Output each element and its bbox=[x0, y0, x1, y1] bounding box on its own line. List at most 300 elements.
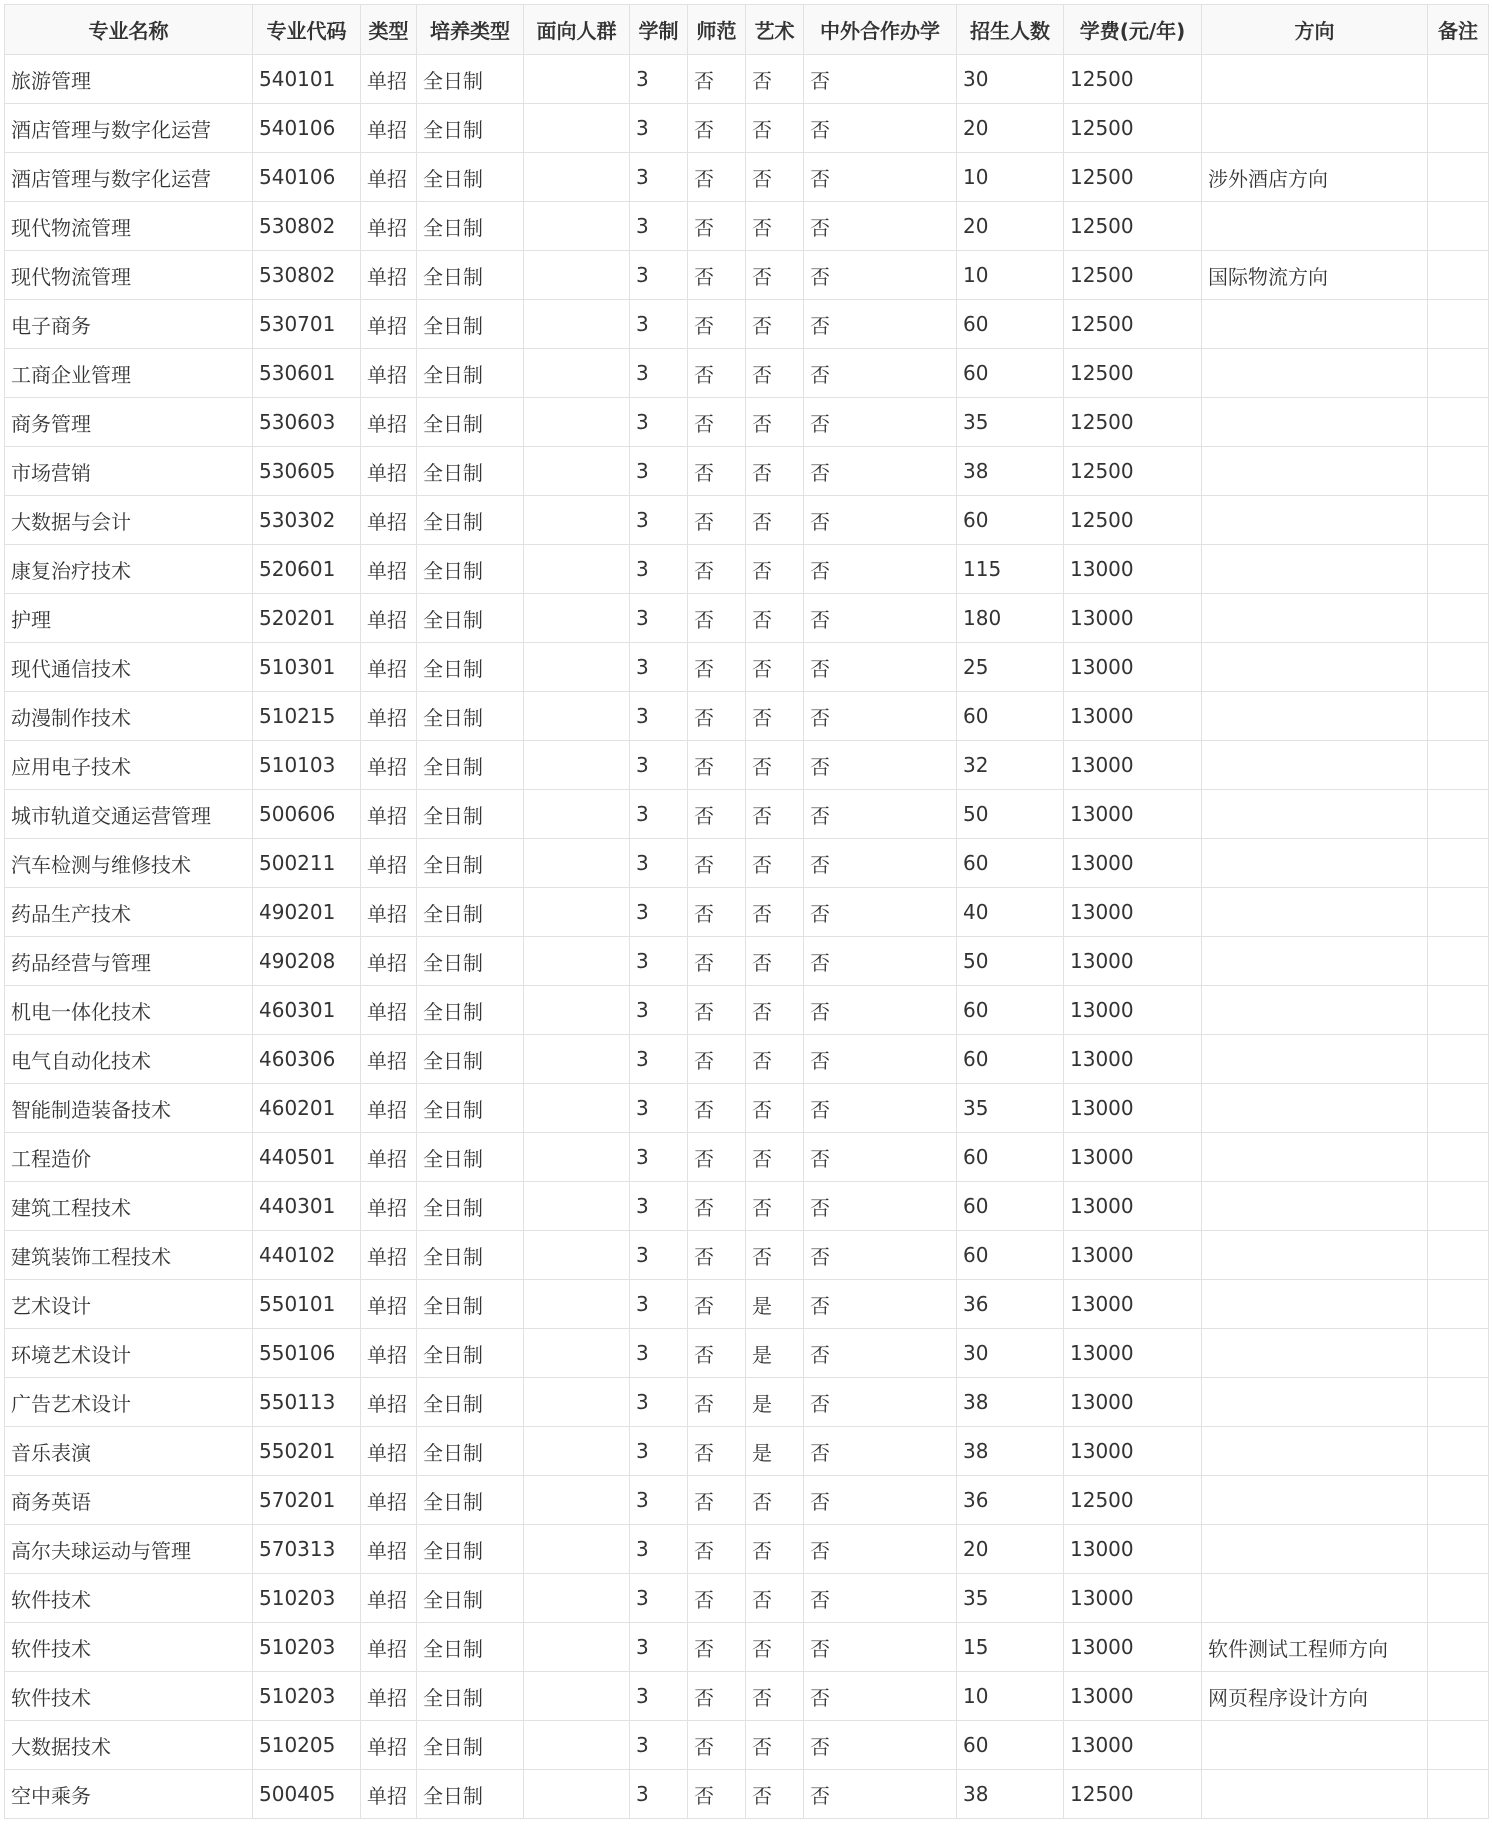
col-duration-cell: 3 bbox=[630, 741, 688, 790]
col-normal-cell: 否 bbox=[688, 1672, 746, 1721]
col-major-name-cell: 软件技术 bbox=[5, 1623, 253, 1672]
col-tuition-cell: 12500 bbox=[1064, 153, 1202, 202]
col-joint-program-cell: 否 bbox=[804, 1035, 957, 1084]
col-joint-program-cell: 否 bbox=[804, 1084, 957, 1133]
col-normal-cell: 否 bbox=[688, 300, 746, 349]
col-joint-program-cell: 否 bbox=[804, 1427, 957, 1476]
col-normal-cell: 否 bbox=[688, 496, 746, 545]
col-study-mode-cell: 全日制 bbox=[417, 104, 524, 153]
col-joint-program-header: 中外合作办学 bbox=[804, 5, 957, 55]
col-direction-cell bbox=[1202, 1329, 1428, 1378]
col-enrollment-cell: 35 bbox=[957, 398, 1064, 447]
col-normal-cell: 否 bbox=[688, 1770, 746, 1819]
col-tuition-cell: 13000 bbox=[1064, 545, 1202, 594]
col-major-code-cell: 530802 bbox=[253, 251, 361, 300]
col-art-cell: 否 bbox=[746, 790, 804, 839]
col-joint-program-cell: 否 bbox=[804, 594, 957, 643]
col-remarks-cell bbox=[1428, 790, 1489, 839]
col-duration-cell: 3 bbox=[630, 1525, 688, 1574]
col-enrollment-cell: 60 bbox=[957, 1721, 1064, 1770]
col-art-cell: 否 bbox=[746, 1084, 804, 1133]
col-normal-cell: 否 bbox=[688, 594, 746, 643]
col-remarks-cell bbox=[1428, 1329, 1489, 1378]
col-study-mode-cell: 全日制 bbox=[417, 1329, 524, 1378]
col-duration-cell: 3 bbox=[630, 545, 688, 594]
col-duration-cell: 3 bbox=[630, 1133, 688, 1182]
col-major-name-cell: 工商企业管理 bbox=[5, 349, 253, 398]
col-type-cell: 单招 bbox=[361, 251, 417, 300]
col-joint-program-cell: 否 bbox=[804, 986, 957, 1035]
col-remarks-cell bbox=[1428, 1476, 1489, 1525]
col-art-cell: 否 bbox=[746, 1231, 804, 1280]
col-target-group-cell bbox=[524, 300, 630, 349]
col-duration-cell: 3 bbox=[630, 1182, 688, 1231]
col-duration-cell: 3 bbox=[630, 300, 688, 349]
table-row bbox=[5, 349, 1489, 398]
col-normal-cell: 否 bbox=[688, 1280, 746, 1329]
col-type-cell: 单招 bbox=[361, 545, 417, 594]
col-remarks-cell bbox=[1428, 1182, 1489, 1231]
col-enrollment-cell: 40 bbox=[957, 888, 1064, 937]
col-normal-cell: 否 bbox=[688, 1476, 746, 1525]
col-major-code-cell: 510203 bbox=[253, 1623, 361, 1672]
col-type-cell: 单招 bbox=[361, 55, 417, 104]
col-remarks-cell bbox=[1428, 1084, 1489, 1133]
col-study-mode-cell: 全日制 bbox=[417, 1476, 524, 1525]
col-major-name-cell: 酒店管理与数字化运营 bbox=[5, 153, 253, 202]
col-target-group-cell bbox=[524, 398, 630, 447]
col-major-name-cell: 高尔夫球运动与管理 bbox=[5, 1525, 253, 1574]
table-row bbox=[5, 643, 1489, 692]
col-major-name-cell: 音乐表演 bbox=[5, 1427, 253, 1476]
col-joint-program-cell: 否 bbox=[804, 1231, 957, 1280]
col-type-cell: 单招 bbox=[361, 1231, 417, 1280]
col-major-name-cell: 建筑工程技术 bbox=[5, 1182, 253, 1231]
table-row bbox=[5, 251, 1489, 300]
col-major-name-cell: 商务管理 bbox=[5, 398, 253, 447]
col-tuition-cell: 13000 bbox=[1064, 1231, 1202, 1280]
col-type-cell: 单招 bbox=[361, 398, 417, 447]
col-major-code-cell: 510203 bbox=[253, 1574, 361, 1623]
col-major-name-cell: 康复治疗技术 bbox=[5, 545, 253, 594]
col-tuition-cell: 13000 bbox=[1064, 1182, 1202, 1231]
col-type-cell: 单招 bbox=[361, 1770, 417, 1819]
col-joint-program-cell: 否 bbox=[804, 104, 957, 153]
col-study-mode-cell: 全日制 bbox=[417, 1280, 524, 1329]
col-type-cell: 单招 bbox=[361, 1182, 417, 1231]
table-row bbox=[5, 1476, 1489, 1525]
col-target-group-cell bbox=[524, 1378, 630, 1427]
col-type-cell: 单招 bbox=[361, 1280, 417, 1329]
col-art-cell: 否 bbox=[746, 1035, 804, 1084]
col-enrollment-cell: 60 bbox=[957, 349, 1064, 398]
col-type-cell: 单招 bbox=[361, 594, 417, 643]
col-type-cell: 单招 bbox=[361, 1035, 417, 1084]
col-art-cell: 否 bbox=[746, 1525, 804, 1574]
col-target-group-cell bbox=[524, 1525, 630, 1574]
col-major-code-cell: 490201 bbox=[253, 888, 361, 937]
col-enrollment-cell: 15 bbox=[957, 1623, 1064, 1672]
col-art-cell: 否 bbox=[746, 496, 804, 545]
table-row bbox=[5, 1427, 1489, 1476]
table-row bbox=[5, 1623, 1489, 1672]
col-study-mode-cell: 全日制 bbox=[417, 55, 524, 104]
col-target-group-cell bbox=[524, 496, 630, 545]
col-art-cell: 否 bbox=[746, 888, 804, 937]
col-major-code-cell: 550201 bbox=[253, 1427, 361, 1476]
col-direction-cell bbox=[1202, 349, 1428, 398]
col-remarks-cell bbox=[1428, 153, 1489, 202]
col-study-mode-cell: 全日制 bbox=[417, 741, 524, 790]
col-remarks-cell bbox=[1428, 349, 1489, 398]
col-type-cell: 单招 bbox=[361, 1672, 417, 1721]
col-major-code-cell: 550101 bbox=[253, 1280, 361, 1329]
col-normal-cell: 否 bbox=[688, 1623, 746, 1672]
col-tuition-cell: 12500 bbox=[1064, 349, 1202, 398]
col-enrollment-cell: 38 bbox=[957, 447, 1064, 496]
col-art-cell: 是 bbox=[746, 1427, 804, 1476]
col-art-cell: 否 bbox=[746, 545, 804, 594]
col-enrollment-cell: 35 bbox=[957, 1574, 1064, 1623]
col-normal-cell: 否 bbox=[688, 937, 746, 986]
col-major-code-cell: 460306 bbox=[253, 1035, 361, 1084]
col-remarks-cell bbox=[1428, 1427, 1489, 1476]
col-joint-program-cell: 否 bbox=[804, 1672, 957, 1721]
col-tuition-cell: 12500 bbox=[1064, 202, 1202, 251]
col-duration-cell: 3 bbox=[630, 349, 688, 398]
col-target-group-cell bbox=[524, 1427, 630, 1476]
col-art-cell: 否 bbox=[746, 1623, 804, 1672]
col-enrollment-cell: 60 bbox=[957, 839, 1064, 888]
col-major-name-cell: 电子商务 bbox=[5, 300, 253, 349]
col-target-group-cell bbox=[524, 1035, 630, 1084]
col-normal-cell: 否 bbox=[688, 1182, 746, 1231]
col-major-name-cell: 建筑装饰工程技术 bbox=[5, 1231, 253, 1280]
col-remarks-cell bbox=[1428, 1231, 1489, 1280]
col-enrollment-cell: 35 bbox=[957, 1084, 1064, 1133]
col-remarks-cell bbox=[1428, 937, 1489, 986]
col-duration-cell: 3 bbox=[630, 1035, 688, 1084]
col-target-group-cell bbox=[524, 1476, 630, 1525]
col-normal-cell: 否 bbox=[688, 447, 746, 496]
col-type-cell: 单招 bbox=[361, 1574, 417, 1623]
col-major-name-cell: 应用电子技术 bbox=[5, 741, 253, 790]
col-enrollment-cell: 115 bbox=[957, 545, 1064, 594]
col-direction-cell bbox=[1202, 202, 1428, 251]
col-target-group-cell bbox=[524, 1672, 630, 1721]
col-tuition-cell: 12500 bbox=[1064, 447, 1202, 496]
col-remarks-cell bbox=[1428, 55, 1489, 104]
col-study-mode-cell: 全日制 bbox=[417, 643, 524, 692]
col-tuition-cell: 13000 bbox=[1064, 1035, 1202, 1084]
col-major-name-cell: 药品经营与管理 bbox=[5, 937, 253, 986]
col-type-cell: 单招 bbox=[361, 1378, 417, 1427]
col-art-cell: 否 bbox=[746, 153, 804, 202]
col-enrollment-cell: 60 bbox=[957, 986, 1064, 1035]
col-joint-program-cell: 否 bbox=[804, 55, 957, 104]
col-enrollment-cell: 60 bbox=[957, 1133, 1064, 1182]
col-direction-cell bbox=[1202, 447, 1428, 496]
col-target-group-header: 面向人群 bbox=[524, 5, 630, 55]
col-direction-cell bbox=[1202, 1378, 1428, 1427]
col-enrollment-cell: 32 bbox=[957, 741, 1064, 790]
table-row bbox=[5, 202, 1489, 251]
col-direction-header: 方向 bbox=[1202, 5, 1428, 55]
table-row bbox=[5, 1525, 1489, 1574]
col-duration-cell: 3 bbox=[630, 986, 688, 1035]
table-row bbox=[5, 1280, 1489, 1329]
col-target-group-cell bbox=[524, 643, 630, 692]
col-normal-cell: 否 bbox=[688, 1231, 746, 1280]
col-target-group-cell bbox=[524, 692, 630, 741]
col-major-code-cell: 540106 bbox=[253, 104, 361, 153]
col-study-mode-cell: 全日制 bbox=[417, 1770, 524, 1819]
col-major-name-cell: 城市轨道交通运营管理 bbox=[5, 790, 253, 839]
col-direction-cell bbox=[1202, 790, 1428, 839]
col-art-cell: 否 bbox=[746, 937, 804, 986]
col-study-mode-header: 培养类型 bbox=[417, 5, 524, 55]
col-direction-cell bbox=[1202, 643, 1428, 692]
col-art-cell: 否 bbox=[746, 300, 804, 349]
table-row bbox=[5, 790, 1489, 839]
col-tuition-cell: 12500 bbox=[1064, 55, 1202, 104]
col-major-code-cell: 440501 bbox=[253, 1133, 361, 1182]
col-remarks-cell bbox=[1428, 545, 1489, 594]
col-major-name-cell: 电气自动化技术 bbox=[5, 1035, 253, 1084]
col-major-code-cell: 530802 bbox=[253, 202, 361, 251]
col-study-mode-cell: 全日制 bbox=[417, 1035, 524, 1084]
col-direction-cell: 涉外酒店方向 bbox=[1202, 153, 1428, 202]
col-study-mode-cell: 全日制 bbox=[417, 1084, 524, 1133]
col-art-cell: 否 bbox=[746, 1672, 804, 1721]
col-art-cell: 是 bbox=[746, 1378, 804, 1427]
col-study-mode-cell: 全日制 bbox=[417, 839, 524, 888]
col-type-cell: 单招 bbox=[361, 643, 417, 692]
col-major-code-cell: 530601 bbox=[253, 349, 361, 398]
col-type-cell: 单招 bbox=[361, 1329, 417, 1378]
col-study-mode-cell: 全日制 bbox=[417, 1623, 524, 1672]
col-major-name-cell: 软件技术 bbox=[5, 1574, 253, 1623]
col-joint-program-cell: 否 bbox=[804, 251, 957, 300]
col-duration-cell: 3 bbox=[630, 1084, 688, 1133]
col-art-cell: 否 bbox=[746, 55, 804, 104]
col-type-cell: 单招 bbox=[361, 1623, 417, 1672]
enrollment-table bbox=[4, 4, 1489, 1819]
table-row bbox=[5, 986, 1489, 1035]
col-direction-cell bbox=[1202, 1133, 1428, 1182]
col-remarks-cell bbox=[1428, 1525, 1489, 1574]
col-joint-program-cell: 否 bbox=[804, 790, 957, 839]
col-tuition-cell: 13000 bbox=[1064, 1721, 1202, 1770]
col-art-cell: 否 bbox=[746, 349, 804, 398]
table-body bbox=[5, 55, 1489, 1819]
col-type-cell: 单招 bbox=[361, 937, 417, 986]
col-type-cell: 单招 bbox=[361, 153, 417, 202]
col-duration-cell: 3 bbox=[630, 839, 688, 888]
table-row bbox=[5, 153, 1489, 202]
col-joint-program-cell: 否 bbox=[804, 1721, 957, 1770]
col-direction-cell: 软件测试工程师方向 bbox=[1202, 1623, 1428, 1672]
col-major-name-cell: 现代通信技术 bbox=[5, 643, 253, 692]
col-study-mode-cell: 全日制 bbox=[417, 1672, 524, 1721]
col-major-code-cell: 530605 bbox=[253, 447, 361, 496]
col-remarks-cell bbox=[1428, 202, 1489, 251]
col-major-code-cell: 500211 bbox=[253, 839, 361, 888]
col-tuition-cell: 13000 bbox=[1064, 1280, 1202, 1329]
col-duration-cell: 3 bbox=[630, 447, 688, 496]
col-enrollment-cell: 10 bbox=[957, 153, 1064, 202]
col-target-group-cell bbox=[524, 1721, 630, 1770]
col-major-code-cell: 530302 bbox=[253, 496, 361, 545]
col-target-group-cell bbox=[524, 741, 630, 790]
col-type-cell: 单招 bbox=[361, 202, 417, 251]
col-direction-cell bbox=[1202, 1084, 1428, 1133]
col-normal-cell: 否 bbox=[688, 251, 746, 300]
table-row bbox=[5, 496, 1489, 545]
col-study-mode-cell: 全日制 bbox=[417, 888, 524, 937]
col-art-cell: 否 bbox=[746, 1770, 804, 1819]
col-major-code-cell: 550106 bbox=[253, 1329, 361, 1378]
col-enrollment-cell: 36 bbox=[957, 1280, 1064, 1329]
col-joint-program-cell: 否 bbox=[804, 1476, 957, 1525]
table-row bbox=[5, 741, 1489, 790]
col-enrollment-cell: 60 bbox=[957, 692, 1064, 741]
col-duration-cell: 3 bbox=[630, 104, 688, 153]
col-remarks-cell bbox=[1428, 1133, 1489, 1182]
table-row bbox=[5, 1721, 1489, 1770]
col-major-code-cell: 460201 bbox=[253, 1084, 361, 1133]
col-major-name-cell: 商务英语 bbox=[5, 1476, 253, 1525]
col-remarks-cell bbox=[1428, 398, 1489, 447]
col-major-code-cell: 460301 bbox=[253, 986, 361, 1035]
table-row bbox=[5, 888, 1489, 937]
col-major-code-cell: 500606 bbox=[253, 790, 361, 839]
col-enrollment-cell: 38 bbox=[957, 1378, 1064, 1427]
col-tuition-cell: 13000 bbox=[1064, 986, 1202, 1035]
col-type-cell: 单招 bbox=[361, 790, 417, 839]
col-art-cell: 否 bbox=[746, 839, 804, 888]
table-row bbox=[5, 839, 1489, 888]
col-duration-cell: 3 bbox=[630, 1476, 688, 1525]
col-major-name-cell: 大数据与会计 bbox=[5, 496, 253, 545]
col-remarks-cell bbox=[1428, 643, 1489, 692]
col-target-group-cell bbox=[524, 937, 630, 986]
col-joint-program-cell: 否 bbox=[804, 888, 957, 937]
col-type-cell: 单招 bbox=[361, 741, 417, 790]
col-remarks-cell bbox=[1428, 1721, 1489, 1770]
col-enrollment-cell: 60 bbox=[957, 1035, 1064, 1084]
col-art-cell: 否 bbox=[746, 1182, 804, 1231]
col-major-code-cell: 510203 bbox=[253, 1672, 361, 1721]
col-duration-cell: 3 bbox=[630, 1672, 688, 1721]
col-direction-cell bbox=[1202, 1476, 1428, 1525]
col-major-name-header: 专业名称 bbox=[5, 5, 253, 55]
col-target-group-cell bbox=[524, 1329, 630, 1378]
col-direction-cell bbox=[1202, 1525, 1428, 1574]
col-direction-cell bbox=[1202, 937, 1428, 986]
col-duration-cell: 3 bbox=[630, 692, 688, 741]
col-tuition-cell: 13000 bbox=[1064, 594, 1202, 643]
col-remarks-cell bbox=[1428, 1378, 1489, 1427]
col-tuition-cell: 13000 bbox=[1064, 1623, 1202, 1672]
col-normal-cell: 否 bbox=[688, 1721, 746, 1770]
col-duration-cell: 3 bbox=[630, 1770, 688, 1819]
col-normal-cell: 否 bbox=[688, 1525, 746, 1574]
col-remarks-cell bbox=[1428, 594, 1489, 643]
table-header-row bbox=[5, 5, 1489, 55]
col-joint-program-cell: 否 bbox=[804, 692, 957, 741]
table-row bbox=[5, 1035, 1489, 1084]
col-joint-program-cell: 否 bbox=[804, 300, 957, 349]
col-duration-cell: 3 bbox=[630, 790, 688, 839]
col-enrollment-cell: 60 bbox=[957, 1231, 1064, 1280]
col-joint-program-cell: 否 bbox=[804, 1574, 957, 1623]
col-duration-cell: 3 bbox=[630, 202, 688, 251]
table-row bbox=[5, 1231, 1489, 1280]
col-target-group-cell bbox=[524, 447, 630, 496]
table-row bbox=[5, 692, 1489, 741]
col-joint-program-cell: 否 bbox=[804, 1182, 957, 1231]
col-major-name-cell: 机电一体化技术 bbox=[5, 986, 253, 1035]
col-joint-program-cell: 否 bbox=[804, 1329, 957, 1378]
col-target-group-cell bbox=[524, 55, 630, 104]
col-joint-program-cell: 否 bbox=[804, 496, 957, 545]
col-direction-cell bbox=[1202, 1721, 1428, 1770]
col-direction-cell bbox=[1202, 1770, 1428, 1819]
col-tuition-cell: 13000 bbox=[1064, 1672, 1202, 1721]
col-major-name-cell: 现代物流管理 bbox=[5, 202, 253, 251]
col-tuition-cell: 12500 bbox=[1064, 300, 1202, 349]
col-major-code-header: 专业代码 bbox=[253, 5, 361, 55]
col-direction-cell bbox=[1202, 1427, 1428, 1476]
col-major-name-cell: 软件技术 bbox=[5, 1672, 253, 1721]
col-joint-program-cell: 否 bbox=[804, 1525, 957, 1574]
col-art-cell: 否 bbox=[746, 594, 804, 643]
col-direction-cell bbox=[1202, 496, 1428, 545]
col-direction-cell bbox=[1202, 398, 1428, 447]
col-direction-cell: 网页程序设计方向 bbox=[1202, 1672, 1428, 1721]
col-enrollment-cell: 60 bbox=[957, 300, 1064, 349]
col-direction-cell bbox=[1202, 1182, 1428, 1231]
col-study-mode-cell: 全日制 bbox=[417, 545, 524, 594]
col-enrollment-cell: 36 bbox=[957, 1476, 1064, 1525]
col-normal-cell: 否 bbox=[688, 986, 746, 1035]
col-art-cell: 否 bbox=[746, 1721, 804, 1770]
table-row bbox=[5, 545, 1489, 594]
col-remarks-cell bbox=[1428, 986, 1489, 1035]
col-duration-cell: 3 bbox=[630, 1721, 688, 1770]
table-row bbox=[5, 1672, 1489, 1721]
col-duration-cell: 3 bbox=[630, 1329, 688, 1378]
col-art-cell: 否 bbox=[746, 104, 804, 153]
col-tuition-cell: 13000 bbox=[1064, 1084, 1202, 1133]
col-target-group-cell bbox=[524, 594, 630, 643]
col-type-cell: 单招 bbox=[361, 447, 417, 496]
col-enrollment-cell: 30 bbox=[957, 1329, 1064, 1378]
col-duration-cell: 3 bbox=[630, 251, 688, 300]
col-enrollment-header: 招生人数 bbox=[957, 5, 1064, 55]
col-tuition-cell: 13000 bbox=[1064, 937, 1202, 986]
col-study-mode-cell: 全日制 bbox=[417, 300, 524, 349]
col-tuition-cell: 12500 bbox=[1064, 251, 1202, 300]
col-type-cell: 单招 bbox=[361, 1084, 417, 1133]
col-major-name-cell: 大数据技术 bbox=[5, 1721, 253, 1770]
col-normal-cell: 否 bbox=[688, 1133, 746, 1182]
col-joint-program-cell: 否 bbox=[804, 202, 957, 251]
col-art-cell: 否 bbox=[746, 643, 804, 692]
col-tuition-cell: 12500 bbox=[1064, 104, 1202, 153]
col-enrollment-cell: 30 bbox=[957, 55, 1064, 104]
